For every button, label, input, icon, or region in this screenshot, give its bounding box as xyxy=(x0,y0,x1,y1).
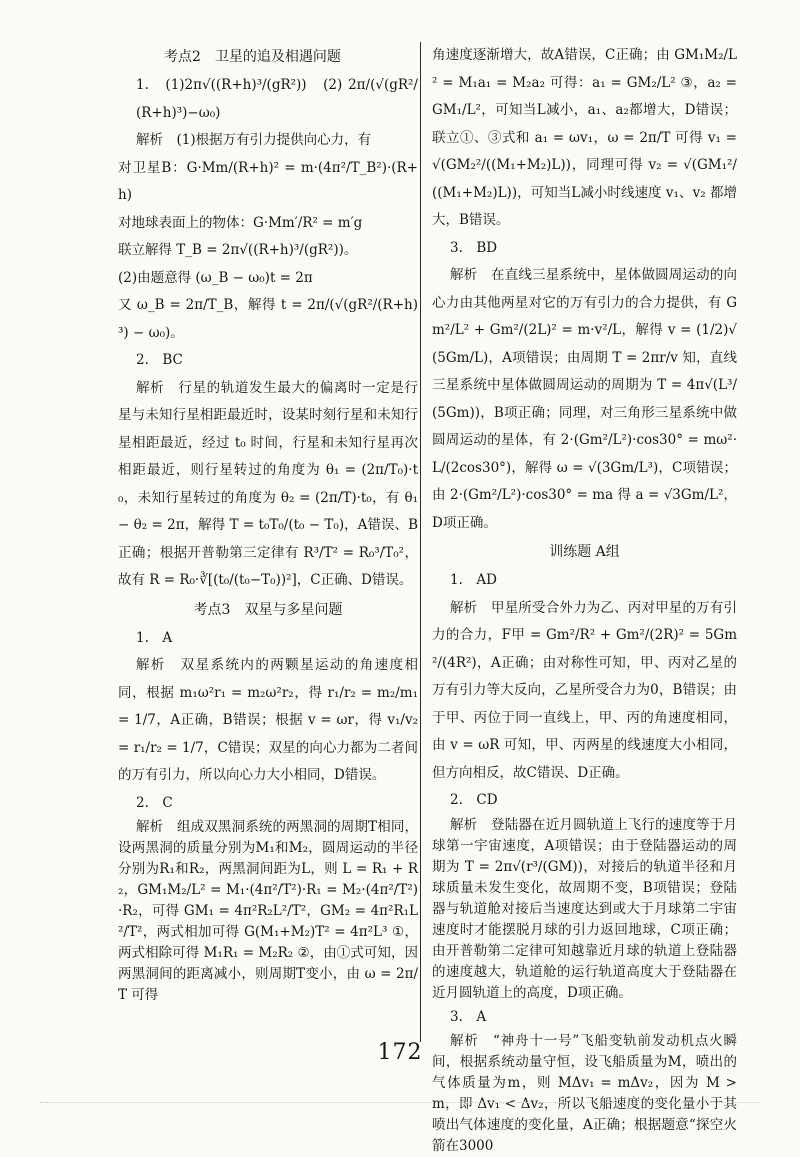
explanation-line: 解析 (1)根据万有引力提供向心力，有 xyxy=(136,132,372,148)
section-title-binary-stars: 考点3 双星与多星问题 xyxy=(193,601,343,618)
explanation-continued: 角速度逐渐增大，故A错误，C正确；由 GM₁M₂/L² = M₁a₁ = M₂a₂ 可得：a₁ = GM₂/L² ③，a₂ = GM₁/L²，可知当L减小，a₁、a₂都增大，D错误；联立①、③式和 a₁ = ωv₁，ω = 2π/T 可得 v₁ = √(GM₂²/((M₁+M₂)L))，同理可得 v₂ = √(GM₁²/((M₁+M₂)L))，可知当L减小时线速度 v₁、v₂ 都增大，B错误。 xyxy=(432,47,737,228)
explanation-paragraph: 解析 双星系统内的两颗星运动的角速度相同，根据 m₁ω²r₁ = m₂ω²r₂，得 r₁/r₂ = m₂/m₁ = 1/7，A正确，B错误；根据 v = ωr，得 v₁/v₂ = r₁/r₂ = 1/7，C错误；双星的向心力都为二者间的万有引力，所以向心力大小相同，D错误。 xyxy=(118,657,418,783)
column-divider xyxy=(420,42,421,1042)
answer-8: 3. A xyxy=(450,1008,487,1025)
explanation-paragraph: 解析 登陆器在近月圆轨道上飞行的速度等于月球第一宇宙速度，A项错误；由于登陆器运动的周期为 T = 2π√(r³/(GM))，对接后的轨道半径和月球质量未发生变化，故周期不变，B项错误；登陆器与轨道舱对接后当速度达到或大于月球第二宇宙速度时才能摆脱月球的引力返回地球，C项正确；由开普勒第二定律可知越靠近月球的轨道上登陆器的速度越大，轨道舱的运行轨道高度大于登陆器在近月圆轨道上的高度，D项正确。 xyxy=(432,816,737,1001)
answer-5: 3. BD xyxy=(450,239,498,256)
explanation-paragraph: 解析 在直线三星系统中，星体做圆周运动的向心力由其他两星对它的万有引力的合力提供，有 Gm²/L² + Gm²/(2L)² = m·v²/L，解得 v = (1/2)√(5Gm/L)，A项错误；由周期 T = 2πr/v 知，直线三星系统中星体做圆周运动的周期为 T = 4π√(L³/(5Gm))，B项正确；同理，对三角形三星系统中做圆周运动的星体，有 2·(Gm²/L²)·cos30° = mω²·L/(2cos30°)，解得 ω = √(3Gm/L³)，C项错误；由 2·(Gm²/L²)·cos30° = ma 得 a = √3Gm/L²，D项正确。 xyxy=(432,267,737,531)
left-column xyxy=(118,42,418,1006)
answer-1: 1. (1)2π√((R+h)³/(gR²)) (2) 2π/(√(gR²/(R+h)³)−ω₀) xyxy=(136,77,418,121)
equation-line: 对卫星B：G·Mm/(R+h)² = m·(4π²/T_B²)·(R+h) xyxy=(118,159,418,203)
explanation-paragraph: 解析 甲星所受合外力为乙、丙对甲星的万有引力的合力，F甲 = Gm²/R² + Gm²/(2R)² = 5Gm²/(4R²)，A正确；由对称性可知，甲、丙对乙星的万有引力等大反向，乙星所受合力为0，B错误；由于甲、丙位于同一直线上，甲、丙的角速度相同，由 v = ωR 可知，甲、丙两星的线速度大小相同，但方向相反，故C错误、D正确。 xyxy=(432,599,737,781)
right-column xyxy=(432,42,737,1157)
section-title-satellite-chase: 考点2 卫星的追及相遇问题 xyxy=(164,49,341,65)
page-number: 172 xyxy=(377,1040,423,1065)
equation-line: 又 ω_B = 2π/T_B，解得 t = 2π/(√(gR²/(R+h)³) − ω₀)。 xyxy=(118,297,418,341)
equation-line: (2)由题意得 (ω_B − ω₀)t = 2π xyxy=(118,269,313,286)
explanation-paragraph: 解析 行星的轨道发生最大的偏离时一定是行星与未知行星相距最近时，设某时刻行星和未知行星相距最近，经过 t₀ 时间，行星和未知行星再次相距最近，则行星转过的角度为 θ₁ = (2π/T₀)·t₀，未知行星转过的角度为 θ₂ = (2π/T)·t₀，有 θ₁ − θ₂ = 2π，解得 T = t₀T₀/(t₀ − T₀)，A错误、B正确；根据开普勒第三定律有 R³/T² = R₀³/T₀²，故有 R = R₀·∛[(t₀/(t₀−T₀))²]，C正确、D错误。 xyxy=(118,379,418,588)
explanation-paragraph: 解析 “神舟十一号”飞船变轨前发动机点火瞬间，根据系统动量守恒，设飞船质量为M，喷出的气体质量为m，则 MΔv₁ = mΔv₂，因为 M > m，即 Δv₁ < Δv₂，所以飞船速度的变化量小于其喷出气体速度的变化量，A正确；根据题意“探空火箭在3000 xyxy=(432,1033,737,1154)
equation-line: 联立解得 T_B = 2π√((R+h)³/(gR²))。 xyxy=(118,242,358,258)
answer-4: 2. C xyxy=(136,794,173,811)
answer-2: 2. BC xyxy=(136,352,183,368)
answer-3: 1. A xyxy=(136,629,173,646)
answer-6: 1. AD xyxy=(450,572,497,588)
section-title-training-a: 训练题 A组 xyxy=(549,544,620,560)
equation-line: 对地球表面上的物体：G·Mm′/R² = m′g xyxy=(118,214,363,231)
explanation-paragraph: 解析 组成双黑洞系统的两黑洞的周期T相同，设两黑洞的质量分别为M₁和M₂，圆周运动的半径分别为R₁和R₂，两黑洞间距为L，则 L = R₁ + R₂，GM₁M₂/L² = M₁·(4π²/T²)·R₁ = M₂·(4π²/T²)·R₂，可得 GM₁ = 4π²R₂L²/T²，GM₂ = 4π²R₁L²/T²，两式相加可得 G(M₁+M₂)T² = 4π²L³ ①，两式相除可得 M₁R₁ = M₂R₂ ②，由①式可知，因两黑洞间的距离减小，则周期T变小，由 ω = 2π/T 可得 xyxy=(118,819,418,1003)
bottom-rule xyxy=(40,1102,760,1103)
answer-7: 2. CD xyxy=(450,792,498,808)
